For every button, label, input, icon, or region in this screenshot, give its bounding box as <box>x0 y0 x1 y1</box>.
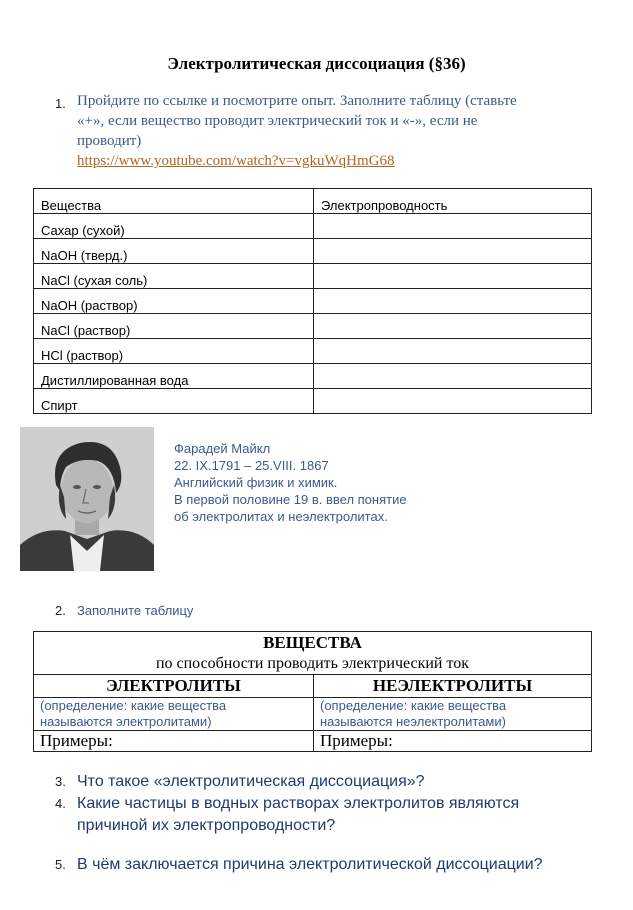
conductivity-table <box>33 188 592 414</box>
substance-cell: NaOH (раствор) <box>34 289 314 314</box>
nonelectrolytes-examples[interactable]: Примеры: <box>314 731 592 752</box>
header-substances: Вещества <box>34 189 314 214</box>
faraday-portrait <box>20 427 154 571</box>
electrolytes-table <box>33 631 592 752</box>
task1-line: «+», если вещество проводит электрический ток и «-», если не <box>77 113 478 129</box>
bio-line: В первой половине 19 в. ввел понятие <box>174 492 407 507</box>
task2-number: 2. <box>55 603 66 618</box>
task2 <box>55 603 193 618</box>
table-row <box>34 314 592 339</box>
bio-line: об электролитах и неэлектролитах. <box>174 509 388 524</box>
question-5 <box>55 854 543 876</box>
video-link[interactable]: https://www.youtube.com/watch?v=vgkuWqHmG68 <box>77 153 395 169</box>
electrolytes-heading: ЭЛЕКТРОЛИТЫ <box>34 675 314 698</box>
task1-line: Пройдите по ссылке и посмотрите опыт. Заполните таблицу (ставьте <box>77 93 517 109</box>
bio-name: Фарадей Майкл <box>174 441 271 456</box>
task1-number: 1. <box>55 96 66 111</box>
substance-cell: NaCl (раствор) <box>34 314 314 339</box>
nonelectrolytes-heading: НЕЭЛЕКТРОЛИТЫ <box>314 675 592 698</box>
question-text: В чём заключается причина электролитической диссоциации? <box>77 856 543 873</box>
substance-cell: Сахар (сухой) <box>34 214 314 239</box>
task1-text <box>77 91 517 171</box>
electrolytes-examples[interactable]: Примеры: <box>34 731 314 752</box>
nonelectrolytes-definition[interactable] <box>314 698 592 731</box>
task1-line: проводит) <box>77 133 142 149</box>
conductivity-cell[interactable] <box>314 239 592 264</box>
question-text-cont: причиной их электропроводности? <box>77 817 336 834</box>
bio-line: Английский физик и химик. <box>174 475 338 490</box>
question-number: 4. <box>55 796 66 811</box>
electrolytes-definition[interactable] <box>34 698 314 731</box>
table-row <box>34 214 592 239</box>
conductivity-cell[interactable] <box>314 364 592 389</box>
conductivity-cell[interactable] <box>314 214 592 239</box>
question-number: 5. <box>55 857 66 872</box>
conductivity-cell[interactable] <box>314 339 592 364</box>
table-header-row <box>34 189 592 214</box>
bio-dates: 22. IX.1791 – 25.VIII. 1867 <box>174 458 329 473</box>
task2-text: Заполните таблицу <box>77 603 194 618</box>
definition-line: называются электролитами) <box>40 714 212 729</box>
table-row <box>34 339 592 364</box>
question-number: 3. <box>55 774 66 789</box>
substance-cell: Спирт <box>34 389 314 414</box>
question-text: Какие частицы в водных растворах электролитов являются <box>77 795 520 812</box>
conductivity-cell[interactable] <box>314 289 592 314</box>
question-4 <box>55 793 519 837</box>
table2-subtitle: по способности проводить электрический ток <box>155 655 470 672</box>
definition-line: (определение: какие вещества <box>320 698 507 713</box>
table2-title: ВЕЩЕСТВА <box>263 633 362 652</box>
faraday-bio <box>174 440 407 525</box>
question-text: Что такое «электролитическая диссоциация»? <box>77 773 425 790</box>
header-conductivity: Электропроводность <box>314 189 592 214</box>
conductivity-cell[interactable] <box>314 389 592 414</box>
table-row <box>34 289 592 314</box>
table-row <box>34 264 592 289</box>
page-title: Электролитическая диссоциация (§36) <box>167 54 466 73</box>
definition-line: (определение: какие вещества <box>40 698 227 713</box>
substance-cell: NaOH (тверд.) <box>34 239 314 264</box>
definition-line: называются неэлектролитами) <box>320 714 506 729</box>
substance-cell: HCl (раствор) <box>34 339 314 364</box>
table-row <box>34 389 592 414</box>
conductivity-cell[interactable] <box>314 264 592 289</box>
question-3 <box>55 771 425 793</box>
substance-cell: NaCl (сухая соль) <box>34 264 314 289</box>
conductivity-cell[interactable] <box>314 314 592 339</box>
table2-header <box>34 632 592 675</box>
table-row <box>34 364 592 389</box>
substance-cell: Дистиллированная вода <box>34 364 314 389</box>
table-row <box>34 239 592 264</box>
